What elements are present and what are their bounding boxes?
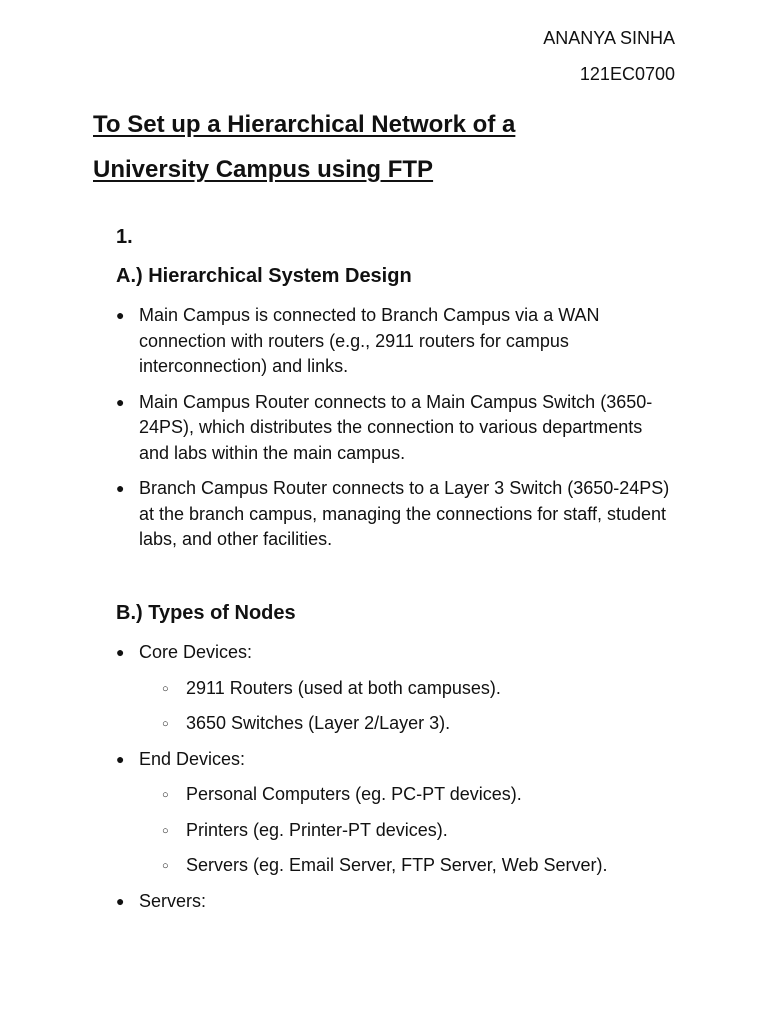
- list-item-text: Main Campus Router connects to a Main Campus Switch (3650-24PS), which distributes the connection to various departments and labs within the main campus.: [139, 391, 653, 463]
- sub-list-item: [139, 782, 676, 808]
- list-item: [116, 390, 676, 467]
- roll-number: 121EC0700: [579, 64, 675, 84]
- title-line-2: University Campus using FTP: [93, 156, 434, 183]
- section-a-heading: A.) Hierarchical System Design: [116, 265, 412, 287]
- sub-list-item: [139, 853, 676, 879]
- sub-list-item-text: 3650 Switches (Layer 2/Layer 3).: [186, 713, 451, 733]
- circle-bullet-icon: ○: [162, 789, 169, 801]
- document-title: [93, 102, 693, 192]
- list-item: [116, 889, 676, 915]
- bullet-icon: ●: [116, 892, 125, 909]
- sub-list-item-text: Servers (eg. Email Server, FTP Server, Web Server).: [186, 855, 608, 875]
- sub-list-item-text: 2911 Routers (used at both campuses).: [186, 677, 501, 698]
- list-item: [116, 476, 676, 553]
- sub-list-item: [139, 676, 676, 702]
- end-devices-label: End Devices:: [139, 748, 246, 769]
- core-devices-list: [139, 676, 676, 737]
- circle-bullet-icon: ○: [162, 718, 169, 730]
- author-name: ANANYA SINHA: [543, 28, 675, 48]
- bullet-icon: ●: [116, 393, 125, 410]
- list-item: [116, 640, 676, 737]
- sub-list-item: [139, 818, 676, 844]
- list-item: [116, 747, 676, 879]
- circle-bullet-icon: ○: [162, 824, 169, 837]
- list-item: [116, 303, 676, 380]
- author-info: [543, 20, 675, 92]
- servers-label: Servers:: [139, 890, 207, 911]
- bullet-icon: ●: [116, 644, 125, 660]
- core-devices-label: Core Devices:: [139, 642, 253, 662]
- section-b-list: [116, 640, 676, 924]
- bullet-icon: ●: [116, 480, 125, 496]
- circle-bullet-icon: ○: [162, 682, 169, 695]
- title-line-1: To Set up a Hierarchical Network of a: [93, 111, 516, 138]
- list-item-text: Branch Campus Router connects to a Layer 3 Switch (3650-24PS) at the branch campus, managing the connections for staff, student labs, and other facilities.: [139, 478, 670, 549]
- bullet-icon: ●: [116, 750, 125, 767]
- sub-list-item: [139, 711, 676, 737]
- end-devices-list: [139, 782, 676, 879]
- bullet-icon: ●: [116, 307, 125, 323]
- list-item-text: Main Campus is connected to Branch Campus via a WAN connection with routers (e.g., 2911 routers for campus interconnection) and links.: [139, 305, 600, 376]
- circle-bullet-icon: ○: [162, 860, 169, 872]
- sub-list-item-text: Personal Computers (eg. PC-PT devices).: [186, 784, 522, 804]
- sub-list-item-text: Printers (eg. Printer-PT devices).: [186, 819, 448, 840]
- section-b-heading: B.) Types of Nodes: [116, 602, 296, 624]
- section-number: 1.: [116, 226, 133, 248]
- section-a-list: [116, 303, 676, 563]
